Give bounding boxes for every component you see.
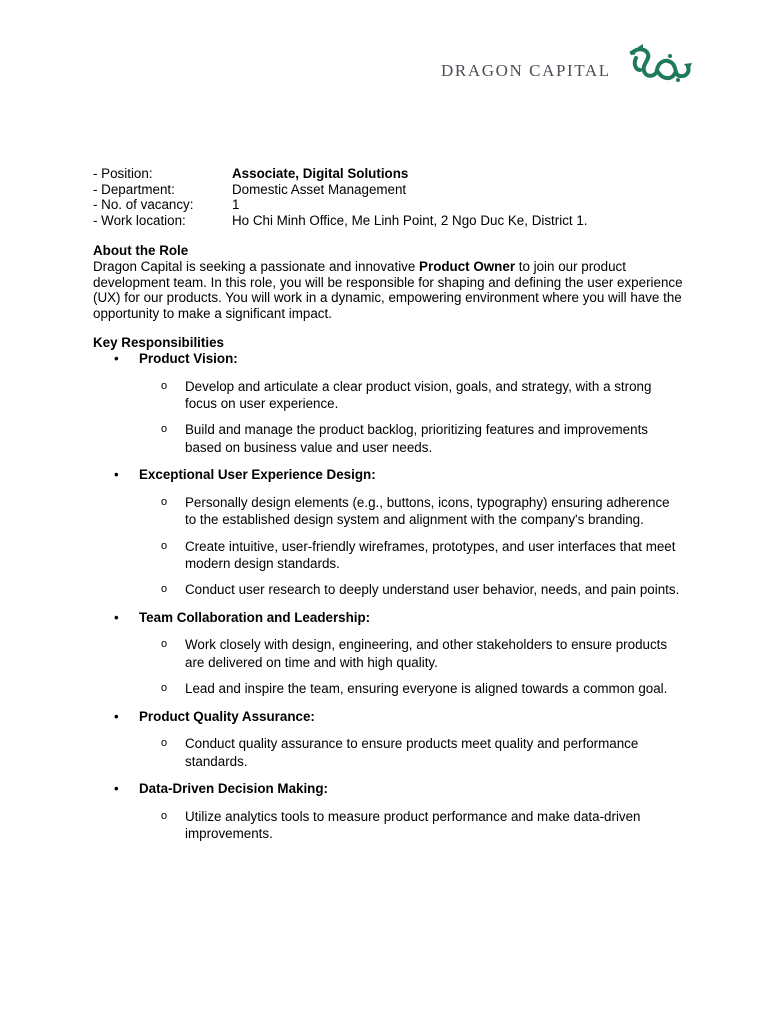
responsibility-text: Personally design elements (e.g., buttons, icons, typography) ensuring adherence to the established design system and alignment with the company's branding. [185,494,670,528]
job-info-value: Associate, Digital Solutions [232,166,409,181]
responsibility-text: Utilize analytics tools to measure product performance and make data-driven improvements. [185,808,641,841]
logo-text: DRAGON CAPITAL [441,61,611,80]
responsibility-item [93,808,683,843]
dragon-icon [628,44,694,84]
sub-bullet-marker: o [161,809,168,822]
sub-bullet-marker: o [161,682,168,695]
responsibilities-list [93,351,683,842]
about-text-part: Dragon Capital is seeking a passionate and innovative [93,258,420,274]
responsibility-text: Build and manage the product backlog, prioritizing features and improvements based on business value and user needs. [185,422,648,455]
bullet-marker: • [114,467,119,483]
responsibility-text: Develop and articulate a clear product vision, goals, and strategy, with a strong focus on user experience. [185,378,652,411]
about-text-part: to join our product development team. In this role, you will be responsible for shaping and defining the user experience (UX) for our products. You will work in a dynamic, empowering environment where you will have the opportunity to make a significant impact. [93,258,683,321]
responsibility-title: Data-Driven Decision Making: [139,781,328,796]
key-responsibilities [93,335,683,842]
company-logo [441,44,701,84]
sub-bullet-marker: o [161,379,168,392]
responsibility-title: Product Vision: [139,350,238,366]
about-section [93,243,683,321]
responsibility-text: Conduct user research to deeply understand user behavior, needs, and pain points. [185,582,680,598]
bullet-marker: • [114,708,119,724]
job-info-row [93,197,683,213]
responsibility-item [93,421,683,456]
job-info-label: - No. of vacancy: [93,197,194,213]
job-info-value: Ho Chi Minh Office, Me Linh Point, 2 Ngo Duc Ke, District 1. [232,212,588,228]
sub-bullet-marker: o [161,737,168,750]
job-description [93,166,683,842]
responsibility-heading [93,351,683,367]
responsibility-item [93,735,683,770]
bullet-marker: • [114,350,119,366]
responsibility-heading [93,781,683,797]
job-info-label: - Work location: [93,212,186,228]
job-info-label: - Department: [93,181,175,197]
responsibility-item [93,378,683,413]
job-info-label: - Position: [93,166,153,181]
bullet-marker: • [114,609,119,625]
responsibility-heading [93,467,683,483]
responsibility-item [93,581,683,598]
responsibility-text: Conduct quality assurance to ensure products meet quality and performance standards. [185,736,639,769]
job-info [93,166,683,228]
bullet-marker: • [114,781,119,796]
job-info-row [93,166,683,182]
about-title: About the Role [93,243,189,259]
sub-bullet-marker: o [161,423,168,436]
responsibility-text: Work closely with design, engineering, and other stakeholders to ensure products are delivered on time and with high quality. [185,637,668,670]
responsibility-item [93,680,683,697]
responsibility-text: Lead and inspire the team, ensuring everyone is aligned towards a common goal. [185,681,668,697]
sub-bullet-marker: o [161,583,168,596]
responsibility-item [93,494,683,529]
responsibility-title: Team Collaboration and Leadership: [139,609,371,625]
responsibility-heading [93,709,683,725]
job-info-value: Domestic Asset Management [232,181,407,197]
responsibility-heading [93,610,683,626]
about-text [93,259,683,321]
about-text-bold: Product Owner [419,258,516,274]
sub-bullet-marker: o [161,495,168,508]
responsibility-text: Create intuitive, user-friendly wireframes, prototypes, and user interfaces that meet modern design standards. [185,538,676,571]
job-info-row [93,182,683,198]
responsibility-title: Exceptional User Experience Design: [139,467,376,483]
sub-bullet-marker: o [161,638,168,651]
job-info-row [93,213,683,229]
sub-bullet-marker: o [161,539,168,552]
responsibility-item [93,538,683,573]
responsibility-title: Product Quality Assurance: [139,708,315,724]
responsibilities-title: Key Responsibilities [93,335,224,351]
responsibility-item [93,636,683,671]
job-info-value: 1 [232,197,240,213]
